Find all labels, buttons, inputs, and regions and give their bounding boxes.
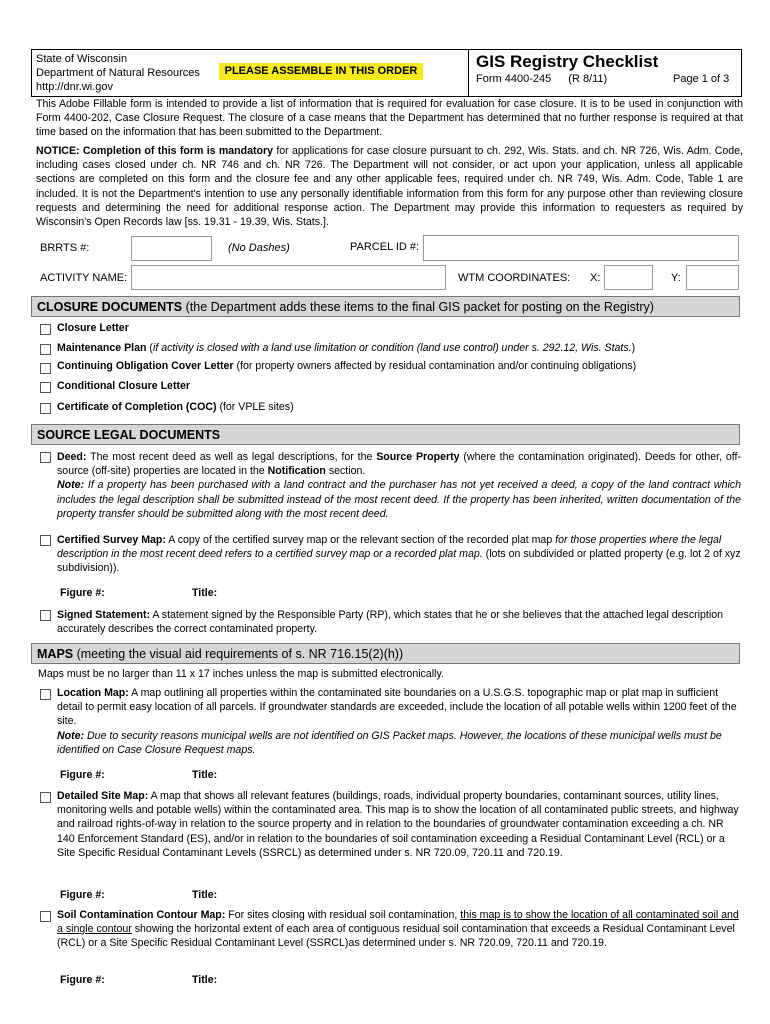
maintenance-plan-label <box>57 342 741 354</box>
maintenance-plan-bold: Maintenance Plan <box>57 342 147 354</box>
notice-text: for applications for case closure pursuant to ch. 292, Wis. Stats. and ch. NR 726, Wis. Adm. Code, including cases closed under ch. NR 746 and ch. NR 726. The Department will not consider, or act upon your application, unless all applicable sections are completed on this form and the closure fee and any other applicable fees, required under ch. NR 749, Wis. Adm. Code, Table 1 are included. It is not the Department's intention to use any personally identifiable information from this form for any purpose other than reviewing closure requests and determining the need for additional response action. The Department may provide this information to requesters as required by Wisconsin's Open Records law [ss. 19.31 - 19.39, Wis. Stats.]. <box>36 145 743 229</box>
soil-figure-label: Figure #: <box>60 974 105 986</box>
detailed-figure-label: Figure #: <box>60 889 105 901</box>
location-map-checkbox[interactable] <box>40 689 51 700</box>
deed-source-property: Source Property <box>376 451 460 463</box>
maintenance-plan-checkbox[interactable] <box>40 344 51 355</box>
agency-state: State of Wisconsin <box>36 53 128 65</box>
maps-heading <box>31 643 740 664</box>
location-map-bold: Location Map: <box>57 687 129 699</box>
agency-block <box>36 52 200 94</box>
soil-contour-checkbox[interactable] <box>40 911 51 922</box>
closure-heading-bold: CLOSURE DOCUMENTS <box>37 300 183 314</box>
maintenance-plan-close: ) <box>631 342 636 354</box>
detailed-site-map-bold: Detailed Site Map: <box>57 790 149 802</box>
csm-text-a: A copy of the certified survey map or the relevant section of the recorded plat map <box>165 534 556 546</box>
form-revision: (R 8/11) <box>568 73 608 85</box>
conditional-closure-label: Conditional Closure Letter <box>57 380 191 392</box>
certificate-completion-checkbox[interactable] <box>40 403 51 414</box>
activity-name-label: ACTIVITY NAME: <box>40 272 128 284</box>
page-number: Page 1 of 3 <box>673 73 730 85</box>
deed-bold: Deed: <box>57 451 87 463</box>
deed-item <box>57 450 741 521</box>
signed-statement-item <box>57 608 741 636</box>
source-legal-heading: SOURCE LEGAL DOCUMENTS <box>31 424 740 445</box>
notice-paragraph <box>36 144 743 229</box>
agency-department: Department of Natural Resources <box>36 67 200 79</box>
y-coordinate-label: Y: <box>671 272 681 284</box>
deed-notification: Notification <box>267 465 326 478</box>
signed-text: A statement signed by the Responsible Party (RP), which states that he or she believes that the attached legal description accurately describes the correct contaminated property. <box>57 609 723 636</box>
soil-contour-text-c: showing the horizontal extent of each area of contiguous residual soil contamination that exceeds a Residual Contaminant Level (RCL) or a Site Specific Residual Contaminant Level (SSRCL)as determined under s. NR 720.09, 720.11 and 720.19. <box>57 923 735 950</box>
agency-url[interactable]: http://dnr.wi.gov <box>36 81 114 93</box>
soil-title-label: Title: <box>192 974 218 986</box>
certificate-completion-label <box>57 401 741 413</box>
soil-contour-text-a: For sites closing with residual soil contamination, <box>225 909 461 921</box>
coc-rest: (for VPLE sites) <box>216 401 294 413</box>
closure-letter-checkbox[interactable] <box>40 324 51 335</box>
form-number <box>476 73 607 85</box>
form-title: GIS Registry Checklist <box>476 52 659 71</box>
certified-survey-checkbox[interactable] <box>40 535 51 546</box>
deed-note-text: If a property has been purchased with a land contract and the purchaser has not yet received a deed, a copy of the land contract which includes the legal description shall be submitted instead of the most recent deed. If the property has been inherited, written documentation of the property transfer should be submitted along with the most recent deed. <box>57 479 741 520</box>
maps-size-note: Maps must be no larger than 11 x 17 inches unless the map is submitted electronically. <box>38 668 444 680</box>
parcel-id-input[interactable] <box>423 235 739 261</box>
signed-statement-checkbox[interactable] <box>40 610 51 621</box>
maps-heading-rest: (meeting the visual aid requirements of s. NR 716.15(2)(h)) <box>73 647 404 661</box>
deed-checkbox[interactable] <box>40 452 51 463</box>
location-note-label: Note: <box>57 729 85 742</box>
brrts-label: BRRTS #: <box>40 242 90 254</box>
intro-text: This Adobe Fillable form is intended to provide a list of information that is required for evaluation for case closure. It is to be used in conjunction with Form 4400-202, Case Closure Request. The closure of a case means that the Department has determined that no further response is required at that time based on the information that has been submitted to the Department. <box>36 98 743 139</box>
deed-text-c: (where the contamination originated). Deeds for other, off-source (off-site) properties are located in the <box>57 451 741 478</box>
soil-contour-text-b: this map is to show the location of all contaminated soil and a single contour <box>57 909 739 936</box>
detailed-site-map-checkbox[interactable] <box>40 792 51 803</box>
signed-bold: Signed Statement: <box>57 609 151 621</box>
csm-text-c: (lots on subdivided or platted property (e.g. lot 2 of xyz subdivision)). <box>57 548 741 575</box>
activity-name-input[interactable] <box>131 265 446 290</box>
deed-note-label: Note: <box>57 479 85 492</box>
deed-text-a: The most recent deed as well as legal descriptions, for the <box>86 451 377 463</box>
csm-figure-label: Figure #: <box>60 587 105 599</box>
continuing-obligation-bold: Continuing Obligation Cover Letter <box>57 360 234 372</box>
soil-contour-item <box>57 908 741 951</box>
notice-label: NOTICE: Completion of this form is mandatory <box>36 145 274 157</box>
csm-text-b: for those properties where the legal description in the most recent deed refers to a certified survey map or a recorded plat map. <box>57 534 722 561</box>
certified-survey-item <box>57 533 741 576</box>
x-coordinate-label: X: <box>590 272 601 284</box>
assemble-banner: PLEASE ASSEMBLE IN THIS ORDER <box>219 63 423 80</box>
location-title-label: Title: <box>192 769 218 781</box>
form-number-text: Form 4400-245 <box>476 73 552 85</box>
detailed-site-map-text: A map that shows all relevant features (buildings, roads, individual property boundaries, contaminant sources, utility lines, monitoring wells and potable wells) within the contaminated area. This map is to show the location of all contaminated public streets, and highway and railroad rights-of-way in relation to the source property and in relation to the boundaries of groundwater contamination exceeding a ch. NR 140 Enforcement Standard (ES), and/or in relation to the boundaries of soil contamination exceeding a Residual Contaminant Level (RCL) or a Site Specific Residual Contaminant Levels (SSRCL) as determined under s. NR 720.09, 720.11 and 720.19. <box>57 790 739 859</box>
soil-contour-bold: Soil Contamination Contour Map: <box>57 909 226 921</box>
coc-bold: Certificate of Completion (COC) <box>57 401 217 413</box>
parcel-id-label: PARCEL ID #: <box>350 241 420 253</box>
closure-heading-rest: (the Department adds these items to the final GIS packet for posting on the Registry) <box>182 300 654 314</box>
continuing-obligation-label <box>57 360 741 372</box>
maintenance-plan-open: ( <box>146 342 153 354</box>
detailed-title-label: Title: <box>192 889 218 901</box>
location-map-item <box>57 686 741 757</box>
continuing-obligation-rest: (for property owners affected by residual contamination and/or continuing obligations) <box>233 360 637 372</box>
wtm-coordinates-label: WTM COORDINATES: <box>458 272 571 284</box>
deed-text-e: section. <box>325 465 366 478</box>
location-map-text: A map outlining all properties within the contaminated site boundaries on a U.S.G.S. topographic map or plat map in sufficient detail to permit easy location of all parcels. If groundwater standards are exceeded, include the location of all potable wells within 1200 feet of the site. <box>57 687 737 728</box>
maps-heading-bold: MAPS <box>37 647 74 661</box>
csm-title-label: Title: <box>192 587 218 599</box>
x-coordinate-input[interactable] <box>604 265 653 290</box>
y-coordinate-input[interactable] <box>686 265 739 290</box>
intro-paragraph <box>36 97 743 140</box>
closure-letter-label: Closure Letter <box>57 322 129 334</box>
location-note-text: Due to security reasons municipal wells are not identified on GIS Packet maps. However, the locations of these municipal wells must be identified on Case Closure Request maps. <box>57 729 722 756</box>
detailed-site-map-item <box>57 789 741 860</box>
closure-documents-heading <box>31 296 740 317</box>
no-dashes-hint: (No Dashes) <box>228 242 290 254</box>
maintenance-plan-italic: if activity is closed with a land use limitation or condition (land use control) under s. 292.12, Wis. Stats. <box>152 342 632 354</box>
brrts-input[interactable] <box>131 236 212 261</box>
csm-bold: Certified Survey Map: <box>57 534 166 546</box>
header-divider <box>468 49 469 96</box>
location-figure-label: Figure #: <box>60 769 105 781</box>
continuing-obligation-checkbox[interactable] <box>40 363 51 374</box>
conditional-closure-checkbox[interactable] <box>40 382 51 393</box>
